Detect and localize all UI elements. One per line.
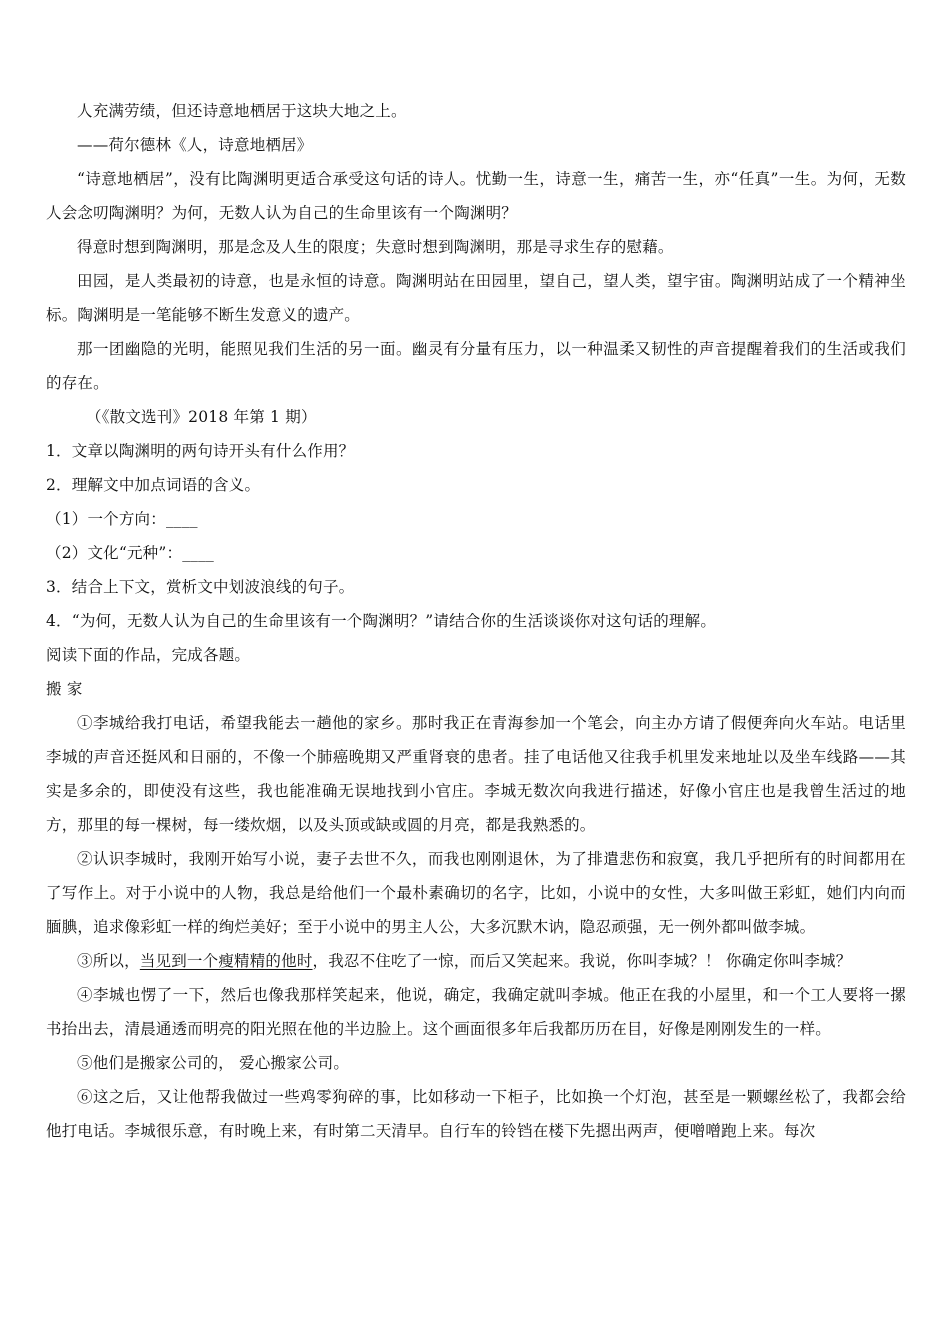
story-title: 搬 家: [46, 680, 83, 698]
essay-source: （《散文选刊》2018 年第 1 期）: [86, 408, 317, 426]
question-2-sub-1: （1）一个方向：____: [46, 510, 198, 528]
story-paragraph-3: [46, 944, 906, 978]
essay-paragraph-3: 田园，是人类最初的诗意，也是永恒的诗意。陶渊明站在田园里，望自己，望人类，望宇宙。陶渊明站成了一个精神坐标。陶渊明是一笔能够不断生发意义的遗产。: [46, 272, 906, 324]
essay-paragraph-4: 那一团幽隐的光明，能照见我们生活的另一面。幽灵有分量有压力，以一种温柔又韧性的声音提醒着我们的生活或我们的存在。: [46, 340, 906, 392]
poem-attribution: ——荷尔德林《人，诗意地栖居》: [77, 136, 313, 154]
poem-line: 人充满劳绩，但还诗意地栖居于这块大地之上。: [77, 102, 407, 120]
essay-paragraph-2: 得意时想到陶渊明，那是念及人生的限度；失意时想到陶渊明，那是寻求生存的慰藉。: [77, 238, 674, 256]
story-paragraph-3-end: ，我忍不住吃了一惊，而后又笑起来。我说，你叫李城？！ 你确定你叫李城？: [312, 952, 852, 970]
question-4: 4．“为何，无数人认为自己的生命里该有一个陶渊明？”请结合你的生活谈谈你对这句话的理解。: [46, 612, 717, 630]
reading-instruction: 阅读下面的作品，完成各题。: [46, 646, 251, 664]
story-paragraph-2: ②认识李城时，我刚开始写小说，妻子去世不久，而我也刚刚退休，为了排遣悲伤和寂寞，我几乎把所有的时间都用在了写作上。对于小说中的人物，我总是给他们一个最朴素确切的名字，比如，小说中的女性，大多叫做王彩虹，她们内向而腼腆，追求像彩虹一样的绚烂美好；至于小说中的男主人公，大多沉默木讷，隐忍顽强，无一例外都叫做李城。: [46, 850, 906, 936]
story-paragraph-4: ④李城也愣了一下，然后也像我那样笑起来，他说，确定，我确定就叫李城。他正在我的小屋里，和一个工人要将一摞书抬出去，清晨通透而明亮的阳光照在他的半边脸上。这个画面很多年后我都历历在目，好像是刚刚发生的一样。: [46, 986, 906, 1038]
question-1: 1．文章以陶渊明的两句诗开头有什么作用？: [46, 442, 355, 460]
question-2: 2．理解文中加点词语的含义。: [46, 476, 261, 494]
question-3: 3．结合上下文，赏析文中划波浪线的句子。: [46, 578, 355, 596]
story-paragraph-6: ⑥这之后，又让他帮我做过一些鸡零狗碎的事，比如移动一下柜子，比如换一个灯泡，甚至是一颗螺丝松了，我都会给他打电话。李城很乐意，有时晚上来，有时第二天清早。自行车的铃铛在楼下先摁出两声，便噌噌跑上来。每次: [46, 1088, 906, 1140]
question-2-sub-2: （2）文化“元种”：____: [46, 544, 215, 562]
essay-paragraph-1: “诗意地栖居”，没有比陶渊明更适合承受这句话的诗人。忧勤一生，诗意一生，痛苦一生，亦“任真”一生。为何，无数人会念叨陶渊明？为何，无数人认为自己的生命里该有一个陶渊明？: [46, 170, 906, 222]
underlined-sentence: 当见到一个瘦精精的他时: [139, 952, 313, 970]
document-content: [46, 94, 906, 1148]
story-paragraph-3-start: ③所以，: [77, 952, 140, 970]
story-paragraph-5: ⑤他们是搬家公司的， 爱心搬家公司。: [77, 1054, 350, 1072]
story-paragraph-1: ①李城给我打电话，希望我能去一趟他的家乡。那时我正在青海参加一个笔会，向主办方请了假便奔向火车站。电话里李城的声音还挺风和日丽的，不像一个肺癌晚期又严重肾衰的患者。挂了电话他又往我手机里发来地址以及坐车线路——其实是多余的，即使没有这些，我也能准确无误地找到小官庄。李城无数次向我进行描述，好像小官庄也是我曾生活过的地方，那里的每一棵树，每一缕炊烟，以及头顶或缺或圆的月亮，都是我熟悉的。: [46, 714, 906, 834]
